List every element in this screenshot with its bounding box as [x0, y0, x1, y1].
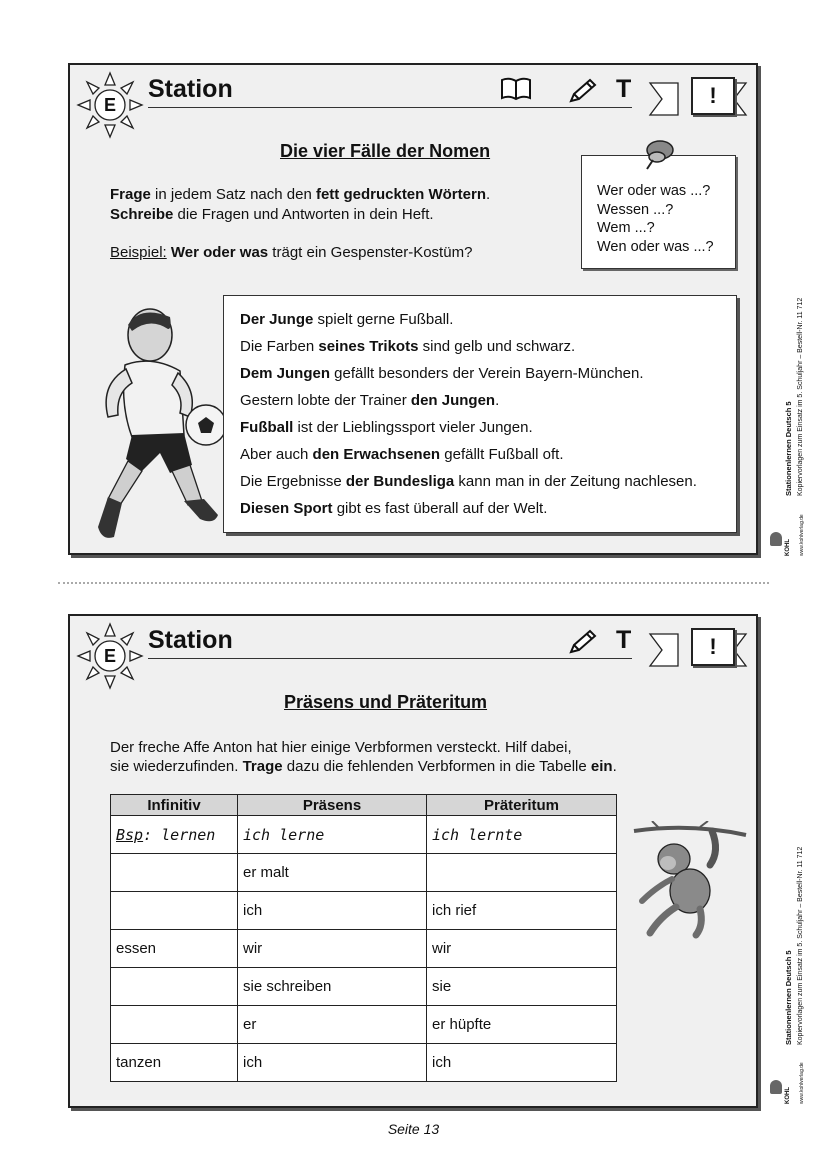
pencil-icon: [567, 628, 597, 654]
station-heading: Station: [148, 75, 233, 103]
table-cell[interactable]: [111, 892, 238, 930]
table-row: [111, 1044, 617, 1082]
table-cell[interactable]: er: [238, 1006, 427, 1044]
sentence-line: Aber auch den Erwachsenen gefällt Fußball oft.: [240, 446, 564, 463]
publisher-name: KOHL: [785, 539, 791, 556]
table-cell: ich lerne: [238, 816, 427, 854]
table-row: [111, 930, 617, 968]
table-row: [111, 892, 617, 930]
table-cell: ich lernte: [427, 816, 617, 854]
sentence-line: Diesen Sport gibt es fast überall auf der Welt.: [240, 500, 548, 517]
sidebar-top: [770, 240, 810, 560]
table-cell[interactable]: [111, 854, 238, 892]
station-heading: Station: [148, 626, 233, 654]
sidebar-order: Kopiervorlagen zum Einsatz im 5. Schuljahr – Bestell-Nr. 11 712: [797, 846, 804, 1045]
sentence-line: Die Ergebnisse der Bundesliga kann man in der Zeitung nachlesen.: [240, 473, 697, 490]
question-item: Wessen ...?: [597, 201, 674, 218]
intro-line-1: Der freche Affe Anton hat hier einige Verbformen versteckt. Hilf dabei,: [110, 739, 572, 756]
station-card-faelle: [68, 63, 758, 555]
sentence-line: Fußball ist der Lieblingssport vieler Jungen.: [240, 419, 533, 436]
publisher-name: KOHL: [785, 1087, 791, 1104]
question-item: Wem ...?: [597, 220, 655, 236]
station-card-praesens: [68, 614, 758, 1108]
table-cell[interactable]: wir: [238, 930, 427, 968]
table-cell: Bsp: lernen: [111, 816, 238, 854]
table-cell[interactable]: [111, 968, 238, 1006]
sidebar-order: Kopiervorlagen zum Einsatz im 5. Schuljahr – Bestell-Nr. 11 712: [797, 297, 804, 496]
intro-line-2: sie wiederzufinden. Trage dazu die fehlenden Verbformen in die Tabelle ein.: [110, 758, 617, 775]
sentence-line: Der Junge spielt gerne Fußball.: [240, 311, 454, 328]
title-divider: [148, 107, 632, 108]
instruction-line-2: Schreibe die Fragen und Antworten in dein Heft.: [110, 206, 434, 223]
table-cell[interactable]: [111, 1006, 238, 1044]
sentence-line: Die Farben seines Trikots sind gelb und schwarz.: [240, 338, 576, 355]
soccer-player-image: [80, 305, 230, 545]
column-header: Präteritum: [427, 795, 617, 816]
table-row: [111, 1006, 617, 1044]
table-header-row: [111, 795, 617, 816]
table-cell[interactable]: ich: [427, 1044, 617, 1082]
question-item: Wen oder was ...?: [597, 238, 714, 255]
publisher-url: www.kohlverlag.de: [799, 1062, 805, 1104]
table-cell[interactable]: ich: [238, 1044, 427, 1082]
cut-line: [58, 582, 769, 584]
column-header: Präsens: [238, 795, 427, 816]
table-cell[interactable]: wir: [427, 930, 617, 968]
publisher-logo-icon: [770, 1080, 782, 1094]
monkey-image: [630, 821, 750, 941]
station-letter: E: [103, 646, 116, 666]
sentence-box: [223, 295, 737, 533]
title-divider: [148, 658, 632, 659]
pushpin-icon: [640, 137, 676, 171]
table-cell[interactable]: er malt: [238, 854, 427, 892]
column-header: Infinitiv: [111, 795, 238, 816]
verb-table: [110, 794, 617, 1082]
table-cell[interactable]: sie: [427, 968, 617, 1006]
publisher-url: www.kohlverlag.de: [799, 514, 805, 556]
table-cell[interactable]: tanzen: [111, 1044, 238, 1082]
station-letter: E: [103, 95, 116, 115]
table-cell[interactable]: sie schreiben: [238, 968, 427, 1006]
t-icon: T: [616, 626, 632, 654]
table-cell[interactable]: ich: [238, 892, 427, 930]
sidebar-series: Stationenlernen Deutsch 5: [784, 401, 793, 496]
page-number: Seite 13: [387, 1121, 440, 1137]
table-cell[interactable]: [427, 854, 617, 892]
book-icon: [500, 77, 532, 101]
exercise-title: Präsens und Präteritum: [284, 692, 488, 712]
table-cell[interactable]: er hüpfte: [427, 1006, 617, 1044]
exclamation-badge: !: [691, 77, 735, 115]
sentence-line: Dem Jungen gefällt besonders der Verein Bayern-München.: [240, 365, 644, 382]
publisher-logo-icon: [770, 532, 782, 546]
table-cell[interactable]: essen: [111, 930, 238, 968]
t-icon: T: [616, 75, 632, 103]
question-item: Wer oder was ...?: [597, 183, 711, 199]
instruction-line-1: Frage in jedem Satz nach den fett gedruckten Wörtern.: [110, 186, 491, 203]
sidebar-series: Stationenlernen Deutsch 5: [784, 950, 793, 1045]
pencil-icon: [567, 77, 597, 103]
table-row: [111, 968, 617, 1006]
table-row: [111, 854, 617, 892]
example-line: Beispiel: Wer oder was trägt ein Gespenster-Kostüm?: [110, 244, 473, 261]
sidebar-bottom: [770, 790, 810, 1110]
sentence-line: Gestern lobte der Trainer den Jungen.: [240, 392, 500, 409]
table-cell[interactable]: ich rief: [427, 892, 617, 930]
table-row-example: [111, 816, 617, 854]
exclamation-badge: !: [691, 628, 735, 666]
question-note: [581, 155, 736, 269]
exercise-title: Die vier Fälle der Nomen: [280, 141, 491, 161]
